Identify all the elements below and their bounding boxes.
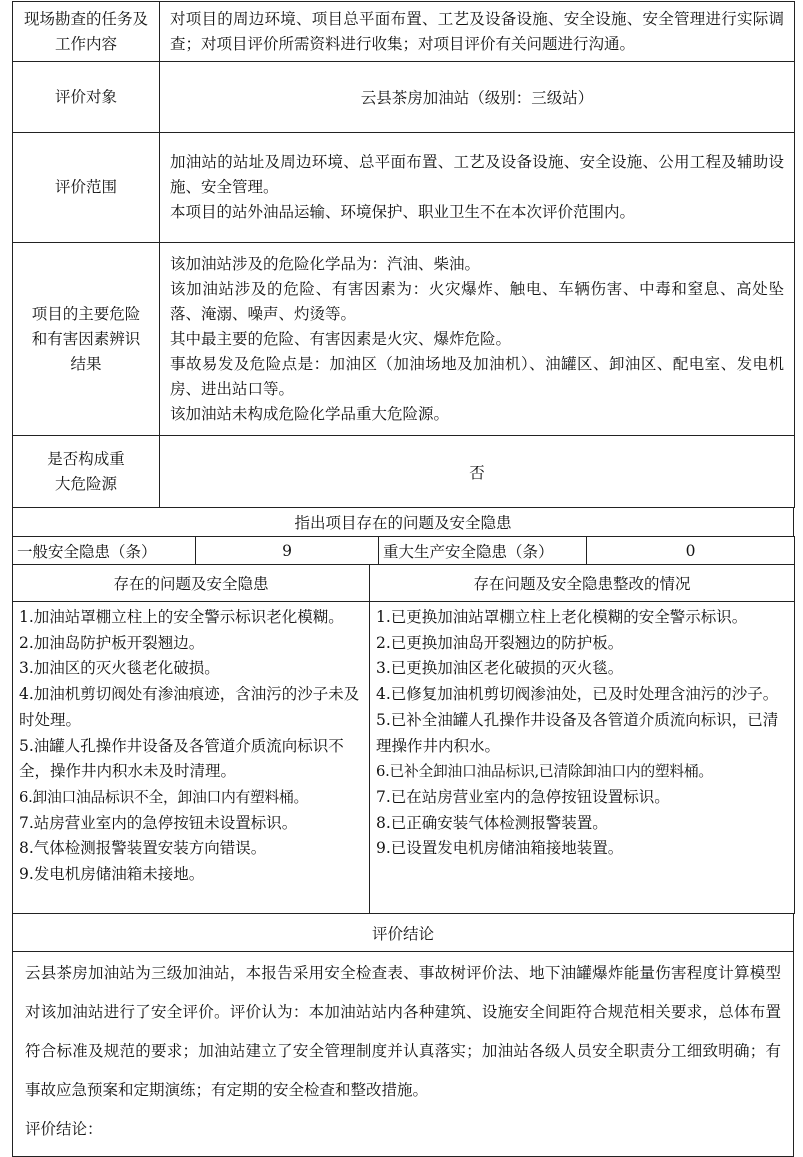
list-item: 5.已补全油罐人孔操作井设备及各管道介质流向标识，已清理操作井内积水。: [376, 710, 779, 755]
problems-list: [13, 602, 370, 914]
list-item: 9.已设置发电机房储油箱接地装置。: [376, 839, 624, 858]
row-label: 评价对象: [13, 62, 160, 133]
col-header-problems: 存在的问题及安全隐患: [13, 565, 370, 602]
list-item: 2.加油岛防护板开裂翘边。: [19, 633, 205, 652]
row-major-hazard: [13, 436, 795, 508]
hazards-title-table: [12, 507, 794, 537]
list-item: 1.已更换加油站罩棚立柱上老化模糊的安全警示标识。: [376, 608, 748, 626]
list-item: 7.已在站房营业室内的急停按钮设置标识。: [376, 787, 670, 806]
content-line: 该加油站涉及的危险、有害因素为：火灾爆炸、触电、车辆伤害、中毒和窒息、高处坠落、淹溺、噪声、灼烫等。: [170, 279, 784, 323]
list-item: 4.加油机剪切阀处有渗油痕迹，含油污的沙子未及时处理。: [19, 685, 360, 729]
row-label: 是否构成重大危险源: [13, 436, 160, 508]
list-item: 4.已修复加油机剪切阀渗油处，已及时处理含油污的沙子。: [376, 685, 779, 704]
list-item: 1.加油站罩棚立柱上的安全警示标识老化模糊。: [19, 608, 344, 626]
major-hazard-label: 重大生产安全隐患（条）: [379, 537, 587, 565]
content-line: 该加油站未构成危险化学品重大危险源。: [170, 404, 450, 423]
hazards-section-title: 指出项目存在的问题及安全隐患: [13, 508, 794, 537]
major-hazard-count: 0: [587, 537, 795, 565]
conclusion-title: 评价结论: [13, 914, 794, 952]
content-line: 云县茶房加油站（级别：三级站）: [360, 89, 594, 107]
list-item: 6.卸油口油品标识不全，卸油口内有塑料桶。: [19, 788, 308, 806]
project-info-table: [12, 1, 795, 508]
row-content: [160, 2, 795, 62]
conclusion-table: [12, 913, 794, 1157]
row-label: 评价范围: [13, 133, 160, 243]
list-item: 9.发电机房储油箱未接地。: [19, 865, 205, 884]
row-site-survey: [13, 2, 795, 62]
row-evaluation-object: [13, 62, 795, 133]
row-content: [160, 133, 795, 243]
list-item: 6.已补全卸油口油品标识,已清除卸油口内的塑料桶。: [376, 763, 713, 781]
content-line: 事故易发及危险点是：加油区（加油场地及加油机）、油罐区、卸油区、配电室、发电机房、进出站口等。: [170, 354, 784, 398]
list-item: 3.已更换加油区老化破损的灭火毯。: [376, 659, 624, 678]
row-content: [160, 243, 795, 436]
list-item: 7.站房营业室内的急停按钮未设置标识。: [19, 813, 298, 832]
content-line: 对项目的周边环境、项目总平面布置、工艺及设备设施、安全设施、安全管理进行实际调查；对项目评价所需资料进行收集；对项目评价有关问题进行沟通。: [170, 9, 784, 53]
row-evaluation-scope: [13, 133, 795, 243]
general-hazard-label: 一般安全隐患（条）: [13, 537, 196, 565]
row-content: [160, 62, 795, 133]
list-item: 3.加油区的灭火毯老化破损。: [19, 659, 220, 678]
list-item: 2.已更换加油岛开裂翘边的防护板。: [376, 633, 624, 652]
list-item: 8.已正确安装气体检测报警装置。: [376, 813, 608, 832]
hazard-counts-table: [12, 536, 795, 565]
content-line: 其中最主要的危险、有害因素是火灾、爆炸危险。: [170, 329, 512, 348]
conclusion-label: 评价结论：: [25, 1120, 103, 1138]
row-label: 现场勘查的任务及工作内容: [13, 2, 160, 62]
fixes-list: [370, 602, 795, 914]
conclusion-body: [13, 952, 794, 1157]
conclusion-paragraph: 云县茶房加油站为三级加油站，本报告采用安全检查表、事故树评价法、地下油罐爆炸能量伤害程度计算模型对该加油站进行了安全评价。评价认为：本加油站站内各种建筑、设施安全间距符合规范相关要求，总体布置符合标准及规范的要求；加油站建立了安全管理制度并认真落实；加油站各级人员安全职责分工细致明确；有事故应急预案和定期演练；有定期的安全检查和整改措施。: [25, 964, 781, 1099]
general-hazard-count: 9: [196, 537, 379, 565]
list-item: 5.油罐人孔操作井设备及各管道介质流向标识不全，操作井内积水未及时清理。: [19, 736, 344, 781]
content-line: 加油站的站址及周边环境、总平面布置、工艺及设备设施、安全设施、公用工程及辅助设施、安全管理。: [170, 153, 784, 196]
col-header-fixes: 存在问题及安全隐患整改的情况: [370, 565, 795, 602]
row-content: [160, 436, 795, 508]
problems-fixes-table: [12, 564, 795, 914]
list-item: 8.气体检测报警装置安装方向错误。: [19, 839, 267, 858]
content-line: 该加油站涉及的危险化学品为：汽油、柴油。: [170, 254, 481, 273]
content-line: 否: [469, 463, 485, 482]
row-label: 项目的主要危险和有害因素辨识结果: [13, 243, 160, 436]
row-hazard-identification: [13, 243, 795, 436]
content-line: 本项目的站外油品运输、环境保护、职业卫生不在本次评价范围内。: [170, 203, 636, 221]
